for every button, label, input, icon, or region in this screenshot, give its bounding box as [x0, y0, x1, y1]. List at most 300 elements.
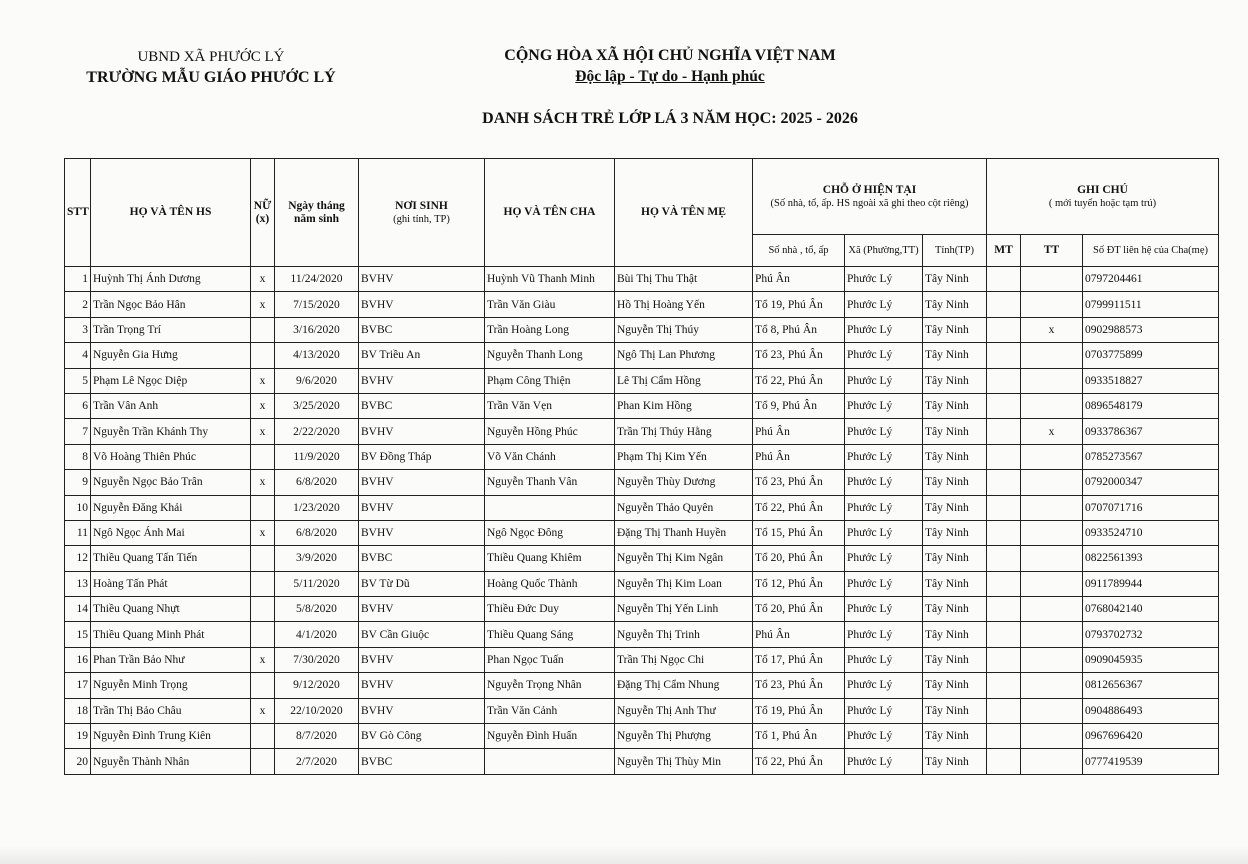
cell-tt [1021, 698, 1083, 723]
cell-father: Hoàng Quốc Thành [485, 571, 615, 596]
cell-birthplace: BVBC [359, 749, 485, 774]
cell-mother: Hồ Thị Hoàng Yến [615, 292, 753, 317]
cell-stt: 18 [65, 698, 91, 723]
cell-birthplace: BV Đồng Tháp [359, 444, 485, 469]
cell-name: Thiều Quang Minh Phát [91, 622, 251, 647]
cell-mother: Lê Thị Cẩm Hồng [615, 368, 753, 393]
table-row [65, 520, 1219, 545]
table-row [65, 393, 1219, 418]
cell-mother: Nguyễn Thị Yến Linh [615, 597, 753, 622]
cell-province: Tây Ninh [923, 724, 987, 749]
cell-mt [987, 749, 1021, 774]
cell-stt: 4 [65, 343, 91, 368]
cell-birthplace: BVHV [359, 368, 485, 393]
cell-name: Nguyễn Ngọc Bảo Trân [91, 470, 251, 495]
table-row [65, 495, 1219, 520]
table-row [65, 368, 1219, 393]
cell-mt [987, 343, 1021, 368]
cell-mother: Phạm Thị Kim Yến [615, 444, 753, 469]
cell-female [251, 673, 275, 698]
cell-birthplace: BVBC [359, 317, 485, 342]
cell-father: Phan Ngọc Tuấn [485, 647, 615, 672]
cell-stt: 3 [65, 317, 91, 342]
cell-dob: 1/23/2020 [275, 495, 359, 520]
cell-ward: Phước Lý [845, 571, 923, 596]
cell-mother: Nguyễn Thị Kim Loan [615, 571, 753, 596]
cell-female [251, 749, 275, 774]
cell-house: Tổ 19, Phú Ân [753, 698, 845, 723]
scan-edge-shadow [0, 846, 1248, 864]
cell-mother: Ngô Thị Lan Phương [615, 343, 753, 368]
cell-province: Tây Ninh [923, 444, 987, 469]
cell-phone: 0933786367 [1083, 419, 1219, 444]
cell-dob: 6/8/2020 [275, 470, 359, 495]
cell-house: Tổ 17, Phú Ân [753, 647, 845, 672]
cell-dob: 8/7/2020 [275, 724, 359, 749]
cell-birthplace: BVHV [359, 470, 485, 495]
table-row [65, 724, 1219, 749]
cell-dob: 7/15/2020 [275, 292, 359, 317]
cell-father: Nguyễn Hồng Phúc [485, 419, 615, 444]
cell-birthplace: BV Gò Công [359, 724, 485, 749]
cell-ward: Phước Lý [845, 698, 923, 723]
cell-phone: 0967696420 [1083, 724, 1219, 749]
cell-mt [987, 292, 1021, 317]
cell-ward: Phước Lý [845, 597, 923, 622]
col-header-notes [987, 159, 1219, 235]
residence-sublabel: (Số nhà, tổ, ấp. HS ngoài xã ghi theo cột riêng) [770, 197, 969, 209]
cell-name: Nguyễn Gia Hưng [91, 343, 251, 368]
cell-stt: 1 [65, 267, 91, 292]
cell-mt [987, 571, 1021, 596]
cell-mother: Đặng Thị Thanh Huyền [615, 520, 753, 545]
cell-stt: 12 [65, 546, 91, 571]
cell-dob: 22/10/2020 [275, 698, 359, 723]
cell-father: Trần Văn Cảnh [485, 698, 615, 723]
cell-female [251, 597, 275, 622]
cell-father: Nguyễn Thanh Long [485, 343, 615, 368]
cell-mt [987, 673, 1021, 698]
cell-tt [1021, 546, 1083, 571]
cell-phone: 0797204461 [1083, 267, 1219, 292]
cell-ward: Phước Lý [845, 267, 923, 292]
cell-house: Phú Ân [753, 622, 845, 647]
cell-province: Tây Ninh [923, 597, 987, 622]
cell-dob: 5/11/2020 [275, 571, 359, 596]
cell-tt [1021, 647, 1083, 672]
cell-name: Thiều Quang Tấn Tiến [91, 546, 251, 571]
col-header-residence [753, 159, 987, 235]
cell-mt [987, 597, 1021, 622]
document-title: DANH SÁCH TRẺ LỚP LÁ 3 NĂM HỌC: 2025 - 2026 [482, 110, 858, 127]
col-header-tt: TT [1021, 235, 1083, 267]
cell-female [251, 724, 275, 749]
cell-dob: 3/9/2020 [275, 546, 359, 571]
cell-house: Tổ 12, Phú Ân [753, 571, 845, 596]
cell-dob: 2/22/2020 [275, 419, 359, 444]
cell-mt [987, 520, 1021, 545]
cell-mt [987, 622, 1021, 647]
cell-mt [987, 724, 1021, 749]
cell-dob: 9/6/2020 [275, 368, 359, 393]
cell-ward: Phước Lý [845, 495, 923, 520]
cell-province: Tây Ninh [923, 520, 987, 545]
cell-female: x [251, 267, 275, 292]
cell-mother: Đặng Thị Cẩm Nhung [615, 673, 753, 698]
cell-female: x [251, 292, 275, 317]
cell-tt [1021, 673, 1083, 698]
table-row [65, 292, 1219, 317]
cell-female: x [251, 393, 275, 418]
col-header-house: Số nhà , tổ, ấp [753, 235, 845, 267]
cell-tt [1021, 622, 1083, 647]
cell-ward: Phước Lý [845, 317, 923, 342]
cell-mother: Nguyễn Thảo Quyên [615, 495, 753, 520]
cell-tt: x [1021, 317, 1083, 342]
cell-dob: 6/8/2020 [275, 520, 359, 545]
cell-phone: 0933518827 [1083, 368, 1219, 393]
cell-father: Huỳnh Vũ Thanh Minh [485, 267, 615, 292]
cell-stt: 17 [65, 673, 91, 698]
cell-dob: 11/9/2020 [275, 444, 359, 469]
cell-father: Trần Văn Vẹn [485, 393, 615, 418]
notes-label: GHI CHÚ [1077, 183, 1128, 196]
cell-tt [1021, 749, 1083, 774]
issuer-school: TRƯỜNG MẪU GIÁO PHƯỚC LÝ [86, 69, 336, 86]
cell-father: Ngô Ngọc Đông [485, 520, 615, 545]
cell-mt [987, 698, 1021, 723]
national-motto: Độc lập - Tự do - Hạnh phúc [575, 68, 765, 85]
cell-mother: Nguyễn Thùy Dương [615, 470, 753, 495]
cell-father [485, 749, 615, 774]
cell-phone: 0707071716 [1083, 495, 1219, 520]
cell-phone: 0785273567 [1083, 444, 1219, 469]
issuer-authority: UBND XÃ PHƯỚC LÝ [137, 49, 285, 65]
cell-name: Trần Ngọc Bảo Hân [91, 292, 251, 317]
cell-mother: Phan Kim Hồng [615, 393, 753, 418]
cell-name: Nguyễn Trần Khánh Thy [91, 419, 251, 444]
cell-female [251, 495, 275, 520]
cell-mother: Nguyễn Thị Kim Ngân [615, 546, 753, 571]
cell-mt [987, 470, 1021, 495]
cell-province: Tây Ninh [923, 419, 987, 444]
cell-mt [987, 647, 1021, 672]
table-row [65, 698, 1219, 723]
cell-house: Tổ 22, Phú Ân [753, 495, 845, 520]
cell-phone: 0703775899 [1083, 343, 1219, 368]
cell-tt [1021, 724, 1083, 749]
cell-ward: Phước Lý [845, 647, 923, 672]
cell-female [251, 343, 275, 368]
cell-name: Nguyễn Đình Trung Kiên [91, 724, 251, 749]
cell-father [485, 495, 615, 520]
cell-dob: 4/1/2020 [275, 622, 359, 647]
cell-tt [1021, 393, 1083, 418]
cell-mt [987, 393, 1021, 418]
cell-ward: Phước Lý [845, 368, 923, 393]
cell-female [251, 571, 275, 596]
cell-stt: 11 [65, 520, 91, 545]
cell-house: Phú Ân [753, 419, 845, 444]
cell-phone: 0792000347 [1083, 470, 1219, 495]
cell-stt: 8 [65, 444, 91, 469]
cell-stt: 13 [65, 571, 91, 596]
cell-province: Tây Ninh [923, 647, 987, 672]
table-row [65, 546, 1219, 571]
cell-phone: 0904886493 [1083, 698, 1219, 723]
cell-mt [987, 419, 1021, 444]
cell-mt [987, 267, 1021, 292]
cell-phone: 0777419539 [1083, 749, 1219, 774]
cell-dob: 11/24/2020 [275, 267, 359, 292]
cell-tt: x [1021, 419, 1083, 444]
cell-dob: 2/7/2020 [275, 749, 359, 774]
cell-province: Tây Ninh [923, 393, 987, 418]
cell-stt: 14 [65, 597, 91, 622]
col-header-dob: Ngày tháng năm sinh [275, 159, 359, 267]
cell-mother: Trần Thị Thúy Hằng [615, 419, 753, 444]
cell-phone: 0793702732 [1083, 622, 1219, 647]
cell-father: Thiều Quang Sáng [485, 622, 615, 647]
cell-province: Tây Ninh [923, 673, 987, 698]
cell-father: Thiều Đức Duy [485, 597, 615, 622]
cell-ward: Phước Lý [845, 343, 923, 368]
col-header-female: NỮ (x) [251, 159, 275, 267]
birthplace-label: NƠI SINH [395, 199, 448, 212]
cell-province: Tây Ninh [923, 343, 987, 368]
cell-house: Tổ 22, Phú Ân [753, 749, 845, 774]
cell-stt: 20 [65, 749, 91, 774]
cell-phone: 0896548179 [1083, 393, 1219, 418]
cell-province: Tây Ninh [923, 267, 987, 292]
cell-province: Tây Ninh [923, 749, 987, 774]
cell-birthplace: BVHV [359, 495, 485, 520]
residence-label: CHỖ Ở HIỆN TẠI [822, 183, 917, 196]
table-row [65, 470, 1219, 495]
cell-ward: Phước Lý [845, 470, 923, 495]
cell-name: Huỳnh Thị Ánh Dương [91, 267, 251, 292]
cell-tt [1021, 470, 1083, 495]
cell-house: Tổ 23, Phú Ân [753, 470, 845, 495]
cell-name: Hoàng Tấn Phát [91, 571, 251, 596]
cell-house: Tổ 23, Phú Ân [753, 343, 845, 368]
col-header-province: Tỉnh(TP) [923, 235, 987, 267]
cell-female: x [251, 419, 275, 444]
cell-dob: 3/16/2020 [275, 317, 359, 342]
table-row [65, 444, 1219, 469]
issuer-header [66, 48, 356, 88]
col-header-name: HỌ VÀ TÊN HS [91, 159, 251, 267]
col-header-father: HỌ VÀ TÊN CHA [485, 159, 615, 267]
cell-birthplace: BVHV [359, 597, 485, 622]
cell-name: Nguyễn Minh Trọng [91, 673, 251, 698]
table-row [65, 317, 1219, 342]
cell-phone: 0911789944 [1083, 571, 1219, 596]
cell-father: Nguyễn Trọng Nhân [485, 673, 615, 698]
cell-birthplace: BV Từ Dũ [359, 571, 485, 596]
cell-tt [1021, 444, 1083, 469]
cell-name: Phan Trần Bảo Như [91, 647, 251, 672]
cell-stt: 9 [65, 470, 91, 495]
cell-birthplace: BVHV [359, 698, 485, 723]
cell-mt [987, 495, 1021, 520]
table-row [65, 647, 1219, 672]
col-header-phone: Số ĐT liên hệ của Cha(mẹ) [1083, 235, 1219, 267]
cell-name: Trần Vân Anh [91, 393, 251, 418]
cell-tt [1021, 267, 1083, 292]
cell-house: Tổ 22, Phú Ân [753, 368, 845, 393]
cell-phone: 0768042140 [1083, 597, 1219, 622]
cell-phone: 0822561393 [1083, 546, 1219, 571]
cell-ward: Phước Lý [845, 444, 923, 469]
cell-birthplace: BVHV [359, 419, 485, 444]
cell-ward: Phước Lý [845, 749, 923, 774]
cell-father: Trần Văn Giàu [485, 292, 615, 317]
cell-dob: 5/8/2020 [275, 597, 359, 622]
cell-stt: 10 [65, 495, 91, 520]
cell-dob: 7/30/2020 [275, 647, 359, 672]
cell-tt [1021, 495, 1083, 520]
cell-father: Phạm Công Thiện [485, 368, 615, 393]
cell-mother: Nguyễn Thị Trinh [615, 622, 753, 647]
cell-house: Tổ 15, Phú Ân [753, 520, 845, 545]
cell-ward: Phước Lý [845, 622, 923, 647]
cell-phone: 0902988573 [1083, 317, 1219, 342]
cell-house: Tổ 9, Phú Ân [753, 393, 845, 418]
cell-birthplace: BVBC [359, 546, 485, 571]
col-header-stt: STT [65, 159, 91, 267]
cell-house: Tổ 19, Phú Ân [753, 292, 845, 317]
cell-stt: 5 [65, 368, 91, 393]
cell-ward: Phước Lý [845, 292, 923, 317]
cell-female: x [251, 647, 275, 672]
cell-mother: Trần Thị Ngọc Chi [615, 647, 753, 672]
col-header-birthplace [359, 159, 485, 267]
col-header-mother: HỌ VÀ TÊN MẸ [615, 159, 753, 267]
table-row [65, 343, 1219, 368]
cell-mt [987, 444, 1021, 469]
cell-mt [987, 317, 1021, 342]
student-rows [65, 267, 1219, 775]
cell-dob: 9/12/2020 [275, 673, 359, 698]
cell-tt [1021, 571, 1083, 596]
cell-tt [1021, 292, 1083, 317]
cell-name: Trần Trọng Trí [91, 317, 251, 342]
cell-name: Nguyễn Đăng Khải [91, 495, 251, 520]
cell-birthplace: BVHV [359, 673, 485, 698]
cell-ward: Phước Lý [845, 393, 923, 418]
cell-tt [1021, 343, 1083, 368]
cell-father: Võ Văn Chánh [485, 444, 615, 469]
cell-female [251, 622, 275, 647]
cell-house: Tổ 20, Phú Ân [753, 546, 845, 571]
cell-ward: Phước Lý [845, 546, 923, 571]
cell-province: Tây Ninh [923, 368, 987, 393]
cell-mother: Nguyễn Thị Thùy Min [615, 749, 753, 774]
cell-father: Nguyễn Đình Huấn [485, 724, 615, 749]
cell-father: Thiều Quang Khiêm [485, 546, 615, 571]
cell-mt [987, 546, 1021, 571]
table-row [65, 673, 1219, 698]
birthplace-sublabel: (ghi tỉnh, TP) [393, 213, 450, 225]
cell-name: Ngô Ngọc Ánh Mai [91, 520, 251, 545]
table-row [65, 419, 1219, 444]
cell-ward: Phước Lý [845, 520, 923, 545]
cell-mother: Bùi Thị Thu Thật [615, 267, 753, 292]
cell-phone: 0933524710 [1083, 520, 1219, 545]
cell-dob: 3/25/2020 [275, 393, 359, 418]
cell-tt [1021, 520, 1083, 545]
cell-female [251, 317, 275, 342]
cell-dob: 4/13/2020 [275, 343, 359, 368]
cell-name: Trần Thị Bảo Châu [91, 698, 251, 723]
cell-ward: Phước Lý [845, 724, 923, 749]
cell-phone: 0799911511 [1083, 292, 1219, 317]
cell-female: x [251, 368, 275, 393]
cell-name: Thiều Quang Nhựt [91, 597, 251, 622]
cell-province: Tây Ninh [923, 571, 987, 596]
cell-stt: 2 [65, 292, 91, 317]
notes-sublabel: ( mới tuyển hoặc tạm trú) [1048, 197, 1157, 209]
cell-stt: 7 [65, 419, 91, 444]
cell-tt [1021, 368, 1083, 393]
cell-name: Võ Hoàng Thiên Phúc [91, 444, 251, 469]
cell-female [251, 444, 275, 469]
cell-ward: Phước Lý [845, 419, 923, 444]
cell-female: x [251, 470, 275, 495]
cell-female: x [251, 698, 275, 723]
cell-province: Tây Ninh [923, 470, 987, 495]
table-row [65, 597, 1219, 622]
cell-mt [987, 368, 1021, 393]
cell-father: Trần Hoàng Long [485, 317, 615, 342]
cell-tt [1021, 597, 1083, 622]
cell-province: Tây Ninh [923, 495, 987, 520]
cell-house: Tổ 23, Phú Ân [753, 673, 845, 698]
cell-birthplace: BVHV [359, 647, 485, 672]
cell-mother: Nguyễn Thị Phượng [615, 724, 753, 749]
cell-phone: 0812656367 [1083, 673, 1219, 698]
cell-province: Tây Ninh [923, 698, 987, 723]
cell-name: Phạm Lê Ngọc Diệp [91, 368, 251, 393]
cell-stt: 16 [65, 647, 91, 672]
table-row [65, 571, 1219, 596]
cell-province: Tây Ninh [923, 622, 987, 647]
cell-birthplace: BVHV [359, 292, 485, 317]
cell-birthplace: BVBC [359, 393, 485, 418]
cell-house: Tổ 8, Phú Ân [753, 317, 845, 342]
cell-house: Tổ 1, Phú Ân [753, 724, 845, 749]
col-header-mt: MT [987, 235, 1021, 267]
cell-province: Tây Ninh [923, 546, 987, 571]
cell-female: x [251, 520, 275, 545]
cell-mother: Nguyễn Thị Anh Thư [615, 698, 753, 723]
cell-birthplace: BVHV [359, 520, 485, 545]
cell-father: Nguyễn Thanh Vân [485, 470, 615, 495]
cell-house: Phú Ân [753, 267, 845, 292]
cell-province: Tây Ninh [923, 317, 987, 342]
table-row [65, 749, 1219, 774]
cell-house: Phú Ân [753, 444, 845, 469]
cell-house: Tổ 20, Phú Ân [753, 597, 845, 622]
student-list-table [64, 158, 1219, 775]
cell-birthplace: BV Triều An [359, 343, 485, 368]
cell-stt: 6 [65, 393, 91, 418]
national-title: CỘNG HÒA XÃ HỘI CHỦ NGHĨA VIỆT NAM [504, 47, 836, 64]
cell-female [251, 546, 275, 571]
cell-birthplace: BV Cần Giuộc [359, 622, 485, 647]
cell-name: Nguyễn Thành Nhân [91, 749, 251, 774]
